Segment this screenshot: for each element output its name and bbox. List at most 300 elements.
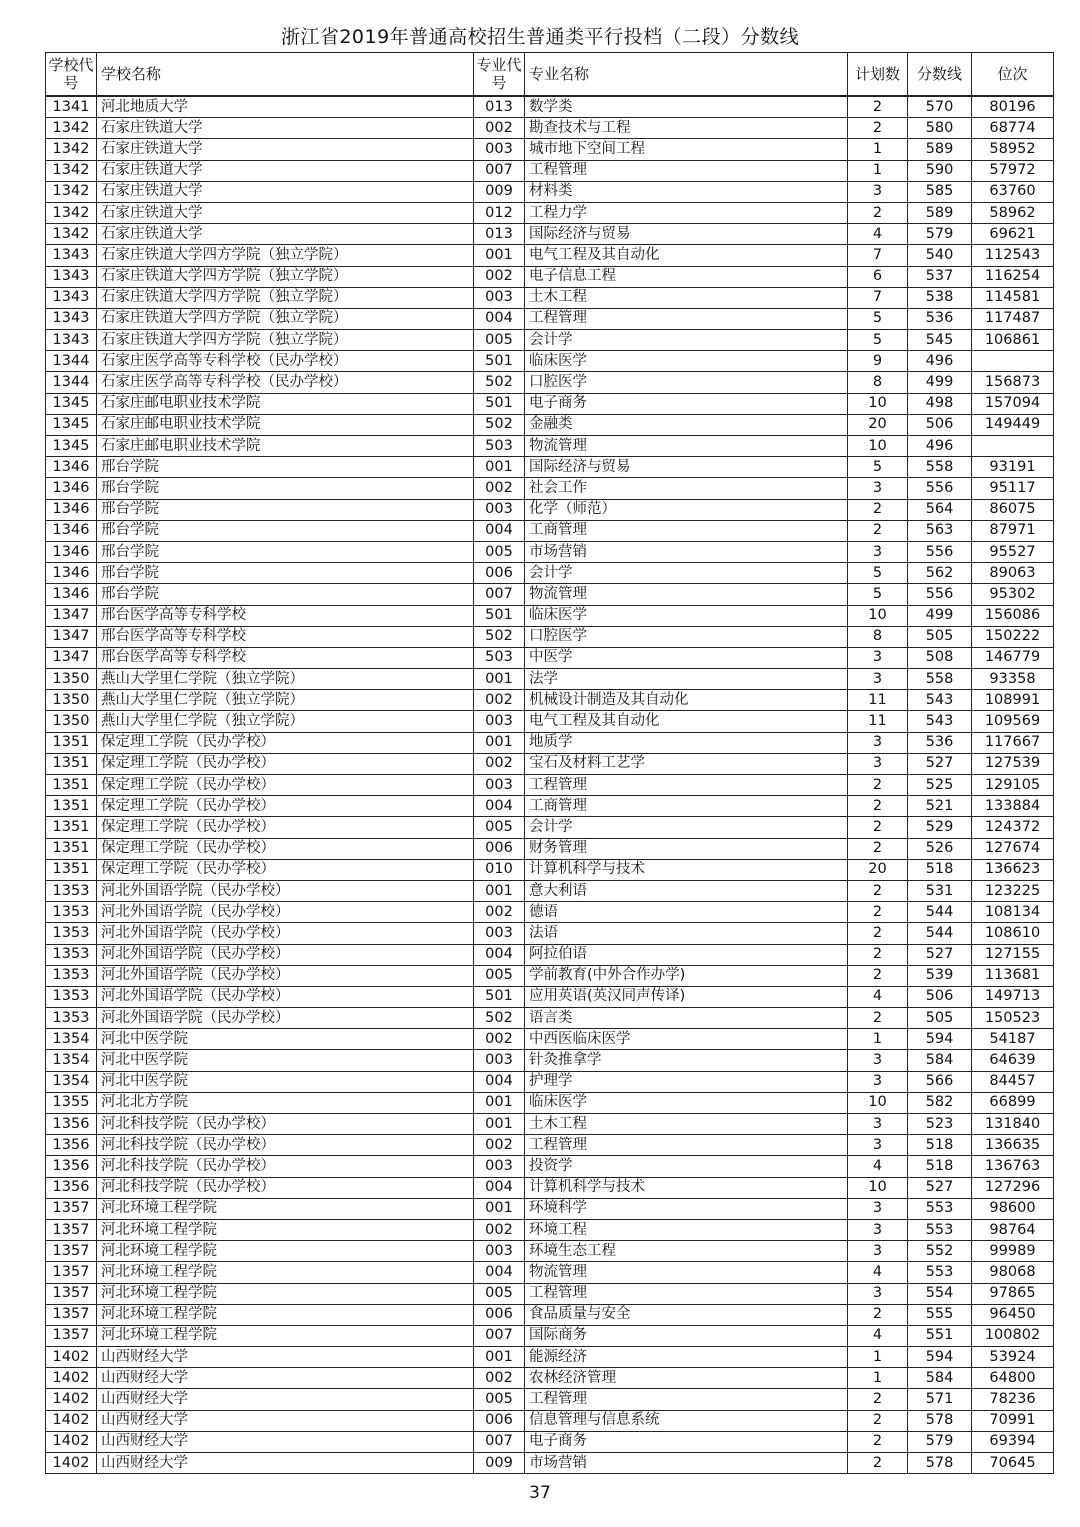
major-code-cell: 002: [474, 118, 525, 139]
major-code-cell: 502: [474, 626, 525, 647]
score-cell: 553: [908, 1262, 972, 1283]
header-plan: 计划数: [848, 53, 908, 97]
school-code-cell: 1342: [46, 202, 97, 223]
table-row: [46, 393, 1054, 414]
score-cell: 585: [908, 181, 972, 202]
school-code-cell: 1357: [46, 1283, 97, 1304]
major-code-cell: 003: [474, 775, 525, 796]
score-cell: 499: [908, 605, 972, 626]
page-title: 浙江省2019年普通高校招生普通类平行投档（二段）分数线: [280, 26, 800, 48]
major-name-cell: 机械设计制造及其自动化: [525, 690, 848, 711]
score-cell: 570: [908, 96, 972, 118]
school-code-cell: 1402: [46, 1431, 97, 1452]
school-name-cell: 邢台学院: [97, 584, 474, 605]
major-code-cell: 502: [474, 414, 525, 435]
table-row: [46, 308, 1054, 329]
major-name-cell: 中医学: [525, 647, 848, 668]
table-row: [46, 1198, 1054, 1219]
score-cell: 505: [908, 1008, 972, 1029]
major-name-cell: 工程管理: [525, 1135, 848, 1156]
rank-cell: 124372: [972, 817, 1054, 838]
major-name-cell: 阿拉伯语: [525, 944, 848, 965]
rank-cell: 64800: [972, 1368, 1054, 1389]
major-name-cell: 国际经济与贸易: [525, 457, 848, 478]
table-row: [46, 1092, 1054, 1113]
score-cell: 496: [908, 436, 972, 457]
score-cell: 571: [908, 1389, 972, 1410]
plan-count-cell: 20: [848, 859, 908, 880]
major-code-cell: 002: [474, 1219, 525, 1240]
score-cell: 544: [908, 902, 972, 923]
major-name-cell: 口腔医学: [525, 372, 848, 393]
school-name-cell: 石家庄邮电职业技术学院: [97, 393, 474, 414]
plan-count-cell: 3: [848, 1071, 908, 1092]
school-code-cell: 1353: [46, 880, 97, 901]
major-name-cell: 宝石及材料工艺学: [525, 753, 848, 774]
plan-count-cell: 10: [848, 1177, 908, 1198]
plan-count-cell: 20: [848, 414, 908, 435]
school-name-cell: 山西财经大学: [97, 1347, 474, 1368]
major-code-cell: 003: [474, 499, 525, 520]
school-code-cell: 1353: [46, 965, 97, 986]
major-code-cell: 001: [474, 245, 525, 266]
rank-cell: 112543: [972, 245, 1054, 266]
school-name-cell: 燕山大学里仁学院（独立学院）: [97, 711, 474, 732]
major-name-cell: 食品质量与安全: [525, 1304, 848, 1325]
major-name-cell: 工程管理: [525, 1389, 848, 1410]
score-cell: 539: [908, 965, 972, 986]
rank-cell: 95117: [972, 478, 1054, 499]
school-code-cell: 1342: [46, 118, 97, 139]
plan-count-cell: 10: [848, 436, 908, 457]
score-cell: 518: [908, 1156, 972, 1177]
school-name-cell: 邢台学院: [97, 478, 474, 499]
score-cell: 580: [908, 118, 972, 139]
score-cell: 523: [908, 1114, 972, 1135]
major-name-cell: 环境工程: [525, 1219, 848, 1240]
major-code-cell: 002: [474, 478, 525, 499]
school-code-cell: 1346: [46, 520, 97, 541]
plan-count-cell: 2: [848, 520, 908, 541]
major-code-cell: 005: [474, 817, 525, 838]
score-cell: 584: [908, 1368, 972, 1389]
plan-count-cell: 3: [848, 181, 908, 202]
major-code-cell: 002: [474, 1135, 525, 1156]
plan-count-cell: 3: [848, 1219, 908, 1240]
school-name-cell: 石家庄铁道大学四方学院（独立学院）: [97, 287, 474, 308]
score-cell: 518: [908, 859, 972, 880]
rank-cell: 69394: [972, 1431, 1054, 1452]
plan-count-cell: 2: [848, 880, 908, 901]
table-row: [46, 796, 1054, 817]
score-cell: 589: [908, 202, 972, 223]
table-row: [46, 711, 1054, 732]
major-code-cell: 010: [474, 859, 525, 880]
school-code-cell: 1351: [46, 859, 97, 880]
major-code-cell: 006: [474, 838, 525, 859]
plan-count-cell: 4: [848, 986, 908, 1007]
rank-cell: 127674: [972, 838, 1054, 859]
school-name-cell: 河北科技学院（民办学校）: [97, 1135, 474, 1156]
school-name-cell: 河北环境工程学院: [97, 1325, 474, 1346]
major-name-cell: 工程力学: [525, 202, 848, 223]
rank-cell: 136623: [972, 859, 1054, 880]
table-row: [46, 181, 1054, 202]
school-name-cell: 河北科技学院（民办学校）: [97, 1156, 474, 1177]
table-row: [46, 669, 1054, 690]
school-name-cell: 石家庄铁道大学: [97, 160, 474, 181]
score-cell: 545: [908, 330, 972, 351]
table-row: [46, 1410, 1054, 1431]
school-code-cell: 1357: [46, 1304, 97, 1325]
table-row: [46, 1050, 1054, 1071]
plan-count-cell: 11: [848, 690, 908, 711]
table-row: [46, 1219, 1054, 1240]
school-name-cell: 河北环境工程学院: [97, 1241, 474, 1262]
major-code-cell: 501: [474, 986, 525, 1007]
plan-count-cell: 3: [848, 1114, 908, 1135]
school-name-cell: 河北地质大学: [97, 96, 474, 118]
school-name-cell: 石家庄铁道大学四方学院（独立学院）: [97, 266, 474, 287]
rank-cell: 127155: [972, 944, 1054, 965]
table-row: [46, 1071, 1054, 1092]
rank-cell: 95527: [972, 541, 1054, 562]
school-code-cell: 1354: [46, 1071, 97, 1092]
score-cell: 594: [908, 1347, 972, 1368]
school-name-cell: 山西财经大学: [97, 1368, 474, 1389]
major-code-cell: 007: [474, 1325, 525, 1346]
school-code-cell: 1356: [46, 1114, 97, 1135]
rank-cell: 93191: [972, 457, 1054, 478]
rank-cell: 84457: [972, 1071, 1054, 1092]
major-code-cell: 003: [474, 1156, 525, 1177]
score-cell: 536: [908, 308, 972, 329]
plan-count-cell: 3: [848, 541, 908, 562]
plan-count-cell: 2: [848, 796, 908, 817]
school-code-cell: 1341: [46, 96, 97, 118]
school-name-cell: 石家庄铁道大学四方学院（独立学院）: [97, 308, 474, 329]
school-code-cell: 1354: [46, 1050, 97, 1071]
major-code-cell: 004: [474, 1177, 525, 1198]
school-name-cell: 石家庄铁道大学: [97, 181, 474, 202]
table-row: [46, 1177, 1054, 1198]
major-code-cell: 003: [474, 139, 525, 160]
school-name-cell: 河北环境工程学院: [97, 1283, 474, 1304]
rank-cell: 68774: [972, 118, 1054, 139]
school-code-cell: 1356: [46, 1156, 97, 1177]
major-name-cell: 数学类: [525, 96, 848, 118]
major-code-cell: 004: [474, 1071, 525, 1092]
rank-cell: 117487: [972, 308, 1054, 329]
plan-count-cell: 2: [848, 944, 908, 965]
major-code-cell: 003: [474, 711, 525, 732]
school-code-cell: 1343: [46, 287, 97, 308]
major-code-cell: 004: [474, 796, 525, 817]
table-row: [46, 1262, 1054, 1283]
plan-count-cell: 2: [848, 1389, 908, 1410]
major-code-cell: 005: [474, 1283, 525, 1304]
plan-count-cell: 5: [848, 330, 908, 351]
major-code-cell: 502: [474, 372, 525, 393]
school-code-cell: 1357: [46, 1325, 97, 1346]
major-code-cell: 003: [474, 923, 525, 944]
school-name-cell: 保定理工学院（民办学校）: [97, 796, 474, 817]
score-cell: 558: [908, 669, 972, 690]
table-row: [46, 986, 1054, 1007]
school-name-cell: 保定理工学院（民办学校）: [97, 817, 474, 838]
major-code-cell: 001: [474, 1114, 525, 1135]
plan-count-cell: 10: [848, 605, 908, 626]
rank-cell: 53924: [972, 1347, 1054, 1368]
table-row: [46, 1114, 1054, 1135]
plan-count-cell: 9: [848, 351, 908, 372]
major-code-cell: 009: [474, 181, 525, 202]
rank-cell: 57972: [972, 160, 1054, 181]
major-name-cell: 勘查技术与工程: [525, 118, 848, 139]
school-name-cell: 邢台学院: [97, 563, 474, 584]
table-row: [46, 838, 1054, 859]
rank-cell: 95302: [972, 584, 1054, 605]
school-code-cell: 1346: [46, 563, 97, 584]
rank-cell: 127296: [972, 1177, 1054, 1198]
plan-count-cell: 1: [848, 1368, 908, 1389]
major-code-cell: 005: [474, 330, 525, 351]
major-code-cell: 002: [474, 1029, 525, 1050]
score-cell: 540: [908, 245, 972, 266]
major-name-cell: 语言类: [525, 1008, 848, 1029]
score-cell: 508: [908, 647, 972, 668]
major-code-cell: 002: [474, 753, 525, 774]
major-code-cell: 006: [474, 1410, 525, 1431]
plan-count-cell: 2: [848, 775, 908, 796]
score-cell: 594: [908, 1029, 972, 1050]
major-name-cell: 应用英语(英汉同声传译): [525, 986, 848, 1007]
school-name-cell: 河北外国语学院（民办学校）: [97, 986, 474, 1007]
major-code-cell: 009: [474, 1453, 525, 1474]
table-body: [46, 96, 1054, 1474]
rank-cell: [972, 351, 1054, 372]
plan-count-cell: 4: [848, 1262, 908, 1283]
score-cell: 566: [908, 1071, 972, 1092]
major-code-cell: 004: [474, 1262, 525, 1283]
plan-count-cell: 4: [848, 1325, 908, 1346]
school-code-cell: 1347: [46, 605, 97, 626]
score-cell: 578: [908, 1410, 972, 1431]
score-cell: 553: [908, 1198, 972, 1219]
score-cell: 529: [908, 817, 972, 838]
major-name-cell: 化学（师范）: [525, 499, 848, 520]
major-name-cell: 投资学: [525, 1156, 848, 1177]
major-name-cell: 德语: [525, 902, 848, 923]
score-cell: 543: [908, 711, 972, 732]
plan-count-cell: 3: [848, 1050, 908, 1071]
plan-count-cell: 3: [848, 732, 908, 753]
major-code-cell: 005: [474, 965, 525, 986]
score-cell: 589: [908, 139, 972, 160]
school-code-cell: 1351: [46, 838, 97, 859]
major-name-cell: 信息管理与信息系统: [525, 1410, 848, 1431]
school-code-cell: 1351: [46, 732, 97, 753]
major-name-cell: 工程管理: [525, 1283, 848, 1304]
major-name-cell: 社会工作: [525, 478, 848, 499]
table-row: [46, 817, 1054, 838]
rank-cell: 89063: [972, 563, 1054, 584]
major-name-cell: 电气工程及其自动化: [525, 711, 848, 732]
school-code-cell: 1346: [46, 584, 97, 605]
major-name-cell: 工程管理: [525, 308, 848, 329]
header-major-name: 专业名称: [525, 53, 848, 97]
rank-cell: 54187: [972, 1029, 1054, 1050]
major-name-cell: 农林经济管理: [525, 1368, 848, 1389]
major-code-cell: 501: [474, 351, 525, 372]
major-code-cell: 006: [474, 1304, 525, 1325]
major-name-cell: 物流管理: [525, 436, 848, 457]
major-name-cell: 法语: [525, 923, 848, 944]
school-name-cell: 河北外国语学院（民办学校）: [97, 880, 474, 901]
table-row: [46, 499, 1054, 520]
school-name-cell: 河北中医学院: [97, 1050, 474, 1071]
school-name-cell: 河北北方学院: [97, 1092, 474, 1113]
rank-cell: 99989: [972, 1241, 1054, 1262]
school-code-cell: 1346: [46, 541, 97, 562]
school-code-cell: 1342: [46, 224, 97, 245]
school-name-cell: 石家庄医学高等专科学校（民办学校）: [97, 351, 474, 372]
rank-cell: 108610: [972, 923, 1054, 944]
rank-cell: 97865: [972, 1283, 1054, 1304]
table-row: [46, 436, 1054, 457]
major-name-cell: 材料类: [525, 181, 848, 202]
school-name-cell: 河北环境工程学院: [97, 1219, 474, 1240]
table-row: [46, 1283, 1054, 1304]
school-name-cell: 石家庄铁道大学四方学院（独立学院）: [97, 330, 474, 351]
school-name-cell: 河北中医学院: [97, 1029, 474, 1050]
table-row: [46, 139, 1054, 160]
plan-count-cell: 7: [848, 245, 908, 266]
table-row: [46, 351, 1054, 372]
table-row: [46, 266, 1054, 287]
major-name-cell: 土木工程: [525, 1114, 848, 1135]
school-name-cell: 山西财经大学: [97, 1431, 474, 1452]
school-code-cell: 1346: [46, 457, 97, 478]
major-name-cell: 环境生态工程: [525, 1241, 848, 1262]
table-header: [46, 53, 1054, 97]
table-row: [46, 1304, 1054, 1325]
table-row: [46, 1156, 1054, 1177]
table-row: [46, 1368, 1054, 1389]
plan-count-cell: 2: [848, 923, 908, 944]
rank-cell: 156873: [972, 372, 1054, 393]
major-code-cell: 002: [474, 1368, 525, 1389]
major-code-cell: 007: [474, 1431, 525, 1452]
major-name-cell: 学前教育(中外合作办学): [525, 965, 848, 986]
major-code-cell: 013: [474, 96, 525, 118]
major-name-cell: 工商管理: [525, 796, 848, 817]
score-cell: 544: [908, 923, 972, 944]
major-name-cell: 针灸推拿学: [525, 1050, 848, 1071]
major-name-cell: 计算机科学与技术: [525, 859, 848, 880]
plan-count-cell: 2: [848, 1431, 908, 1452]
school-name-cell: 河北环境工程学院: [97, 1304, 474, 1325]
score-cell: 556: [908, 584, 972, 605]
score-cell: 521: [908, 796, 972, 817]
score-cell: 538: [908, 287, 972, 308]
major-code-cell: 001: [474, 1198, 525, 1219]
score-cell: 554: [908, 1283, 972, 1304]
school-name-cell: 邢台医学高等专科学校: [97, 647, 474, 668]
rank-cell: 146779: [972, 647, 1054, 668]
school-code-cell: 1342: [46, 181, 97, 202]
rank-cell: 70991: [972, 1410, 1054, 1431]
major-code-cell: 007: [474, 160, 525, 181]
school-code-cell: 1351: [46, 775, 97, 796]
header-school-name: 学校名称: [97, 53, 474, 97]
rank-cell: 150222: [972, 626, 1054, 647]
plan-count-cell: 3: [848, 1283, 908, 1304]
rank-cell: 114581: [972, 287, 1054, 308]
table-row: [46, 1389, 1054, 1410]
major-code-cell: 013: [474, 224, 525, 245]
major-name-cell: 国际经济与贸易: [525, 224, 848, 245]
score-cell: 527: [908, 1177, 972, 1198]
major-code-cell: 006: [474, 563, 525, 584]
major-code-cell: 007: [474, 584, 525, 605]
school-code-cell: 1402: [46, 1389, 97, 1410]
major-name-cell: 财务管理: [525, 838, 848, 859]
score-cell: 582: [908, 1092, 972, 1113]
school-code-cell: 1343: [46, 330, 97, 351]
school-code-cell: 1350: [46, 669, 97, 690]
score-cell: 563: [908, 520, 972, 541]
table-row: [46, 965, 1054, 986]
rank-cell: 123225: [972, 880, 1054, 901]
school-name-cell: 河北环境工程学院: [97, 1262, 474, 1283]
major-code-cell: 004: [474, 944, 525, 965]
school-name-cell: 河北中医学院: [97, 1071, 474, 1092]
rank-cell: 58962: [972, 202, 1054, 223]
table-row: [46, 1008, 1054, 1029]
school-code-cell: 1344: [46, 372, 97, 393]
school-code-cell: 1356: [46, 1135, 97, 1156]
score-cell: 536: [908, 732, 972, 753]
header-score: 分数线: [908, 53, 972, 97]
rank-cell: 129105: [972, 775, 1054, 796]
table-row: [46, 330, 1054, 351]
score-cell: 556: [908, 478, 972, 499]
major-code-cell: 002: [474, 902, 525, 923]
major-code-cell: 001: [474, 732, 525, 753]
major-name-cell: 电子商务: [525, 393, 848, 414]
school-name-cell: 邢台学院: [97, 499, 474, 520]
major-name-cell: 市场营销: [525, 541, 848, 562]
table-row: [46, 563, 1054, 584]
school-name-cell: 石家庄铁道大学: [97, 224, 474, 245]
table-row: [46, 478, 1054, 499]
score-cell: 527: [908, 944, 972, 965]
major-code-cell: 503: [474, 647, 525, 668]
score-cell: 527: [908, 753, 972, 774]
major-name-cell: 会计学: [525, 817, 848, 838]
school-name-cell: 石家庄铁道大学: [97, 139, 474, 160]
major-code-cell: 004: [474, 520, 525, 541]
rank-cell: 149449: [972, 414, 1054, 435]
table-row: [46, 287, 1054, 308]
table-row: [46, 880, 1054, 901]
rank-cell: 78236: [972, 1389, 1054, 1410]
school-code-cell: 1357: [46, 1262, 97, 1283]
school-code-cell: 1355: [46, 1092, 97, 1113]
table-row: [46, 626, 1054, 647]
rank-cell: 87971: [972, 520, 1054, 541]
